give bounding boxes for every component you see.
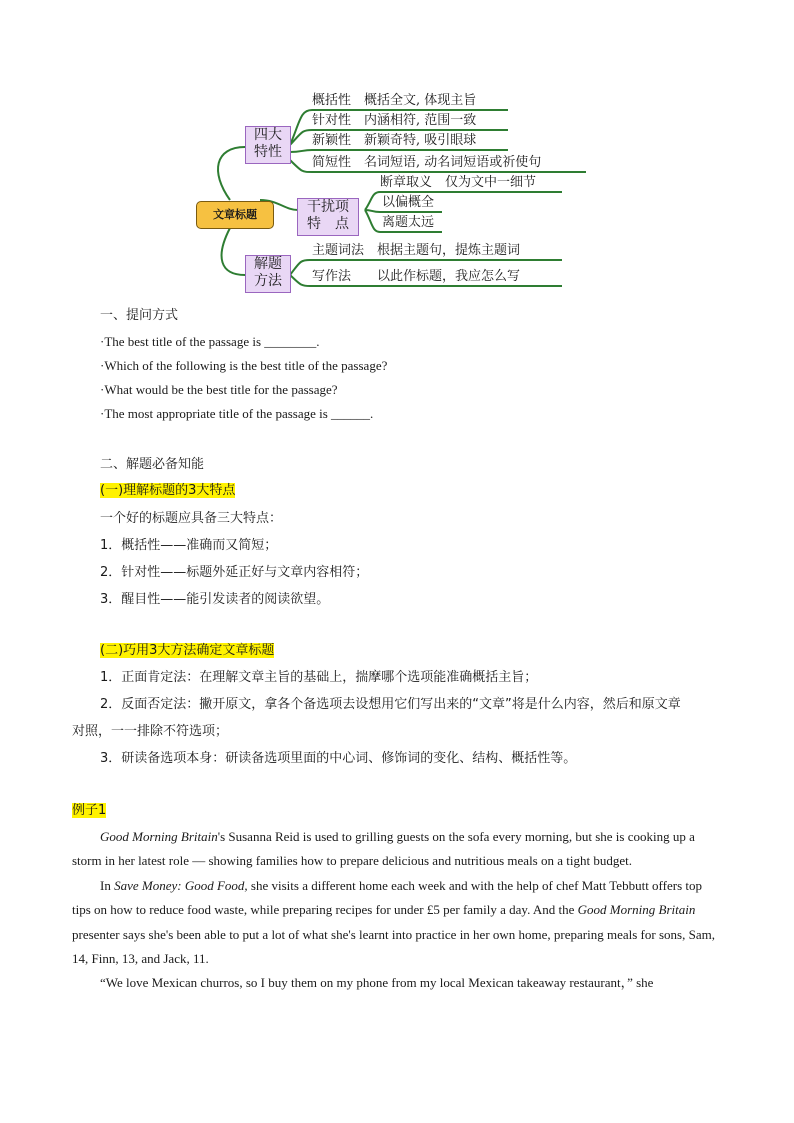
list-item: 1．正面肯定法：在理解文章主旨的基础上，揣摩哪个选项能准确概括主旨；	[100, 670, 538, 685]
passage-paragraph: Good Morning Britain's Susanna Reid is used to grilling guests on the sofa every morning, but she is cooking up a storm in her latest role — showing families how to prepare delicious and nutritious meals on a tight budget.	[72, 829, 695, 869]
subsection-title: (二)巧用3大方法确定文章标题	[100, 643, 275, 658]
subsection-title: (一)理解标题的3大特点	[100, 483, 236, 498]
list-item: 1．概括性——准确而又简短；	[100, 538, 278, 553]
section-heading: 二、解题必备知能	[100, 457, 205, 472]
italic-title: Good Morning Britain	[100, 829, 218, 844]
example-label: 例子1	[72, 803, 107, 818]
section-heading: 一、提问方式	[100, 308, 179, 323]
list-item: 对照，一一排除不符选项；	[72, 724, 229, 739]
list-item: 2．反面否定法：撇开原文，拿各个备选项去设想用它们写出来的“文章”将是什么内容，然后和原文章	[100, 697, 681, 712]
passage-paragraph: In Save Money: Good Food, she visits a different home each week and with the help of chef Matt Tebbutt offers top tips on how to reduce food waste, while preparing recipes for under £5 per family a day. And the Good Morning Britain presenter says she's been able to put a lot of what she's learnt into practice in her own home, preparing meals for sons, Sam, 14, Finn, 13, and Jack, 11.	[72, 877, 715, 967]
italic-title: Save Money: Good Food,	[114, 877, 248, 893]
question-format: ·The best title of the passage is ________.	[100, 334, 320, 349]
italic-title: Good Morning Britain	[577, 902, 696, 918]
leaf-item: 断章取义 仅为文中一细节	[380, 175, 537, 190]
leaf-item: 离题太远	[382, 215, 435, 230]
mind-map-root: 文章标题	[196, 201, 274, 229]
branch-methods	[245, 255, 291, 293]
leaf-item: 新颖性 新颖奇特, 吸引眼球	[312, 133, 477, 148]
leaf-item: 简短性 名词短语, 动名词短语或祈使句	[312, 155, 542, 170]
list-item: 2．针对性——标题外延正好与文章内容相符；	[100, 565, 369, 580]
list-item: 3．醒目性——能引发读者的阅读欲望。	[100, 592, 330, 607]
branch-label-line: 特 点	[307, 216, 349, 232]
question-format: ·Which of the following is the best title of the passage?	[100, 358, 388, 373]
passage-paragraph: “We love Mexican churros, so I buy them on my phone from my local Mexican takeaway restaurant，” she	[100, 975, 654, 991]
branch-label-line: 方法	[254, 273, 282, 289]
branch-label-line: 特性	[254, 144, 282, 160]
branch-label-line: 解题	[254, 256, 282, 272]
paragraph-text: 一个好的标题应具备三大特点：	[100, 511, 283, 526]
leaf-item: 写作法 以此作标题，我应怎么写	[312, 269, 521, 284]
branch-four-traits	[245, 126, 291, 164]
leaf-item: 概括性 概括全文, 体现主旨	[312, 93, 477, 108]
branch-label-line: 四大	[254, 127, 282, 143]
example-passage	[72, 825, 722, 996]
question-format: ·What would be the best title for the passage?	[100, 382, 338, 397]
leaf-item: 主题词法 根据主题句，提炼主题词	[312, 243, 521, 258]
leaf-item: 针对性 内涵相符, 范围一致	[312, 113, 477, 128]
leaf-item: 以偏概全	[382, 195, 435, 210]
mind-map	[190, 92, 600, 302]
branch-distractor-traits	[297, 198, 359, 236]
branch-label-line: 干扰项	[307, 199, 349, 215]
list-item: 3．研读备选项本身：研读备选项里面的中心词、修饰词的变化、结构、概括性等。	[100, 751, 577, 766]
question-format: ·The most appropriate title of the passage is ______.	[100, 406, 374, 421]
